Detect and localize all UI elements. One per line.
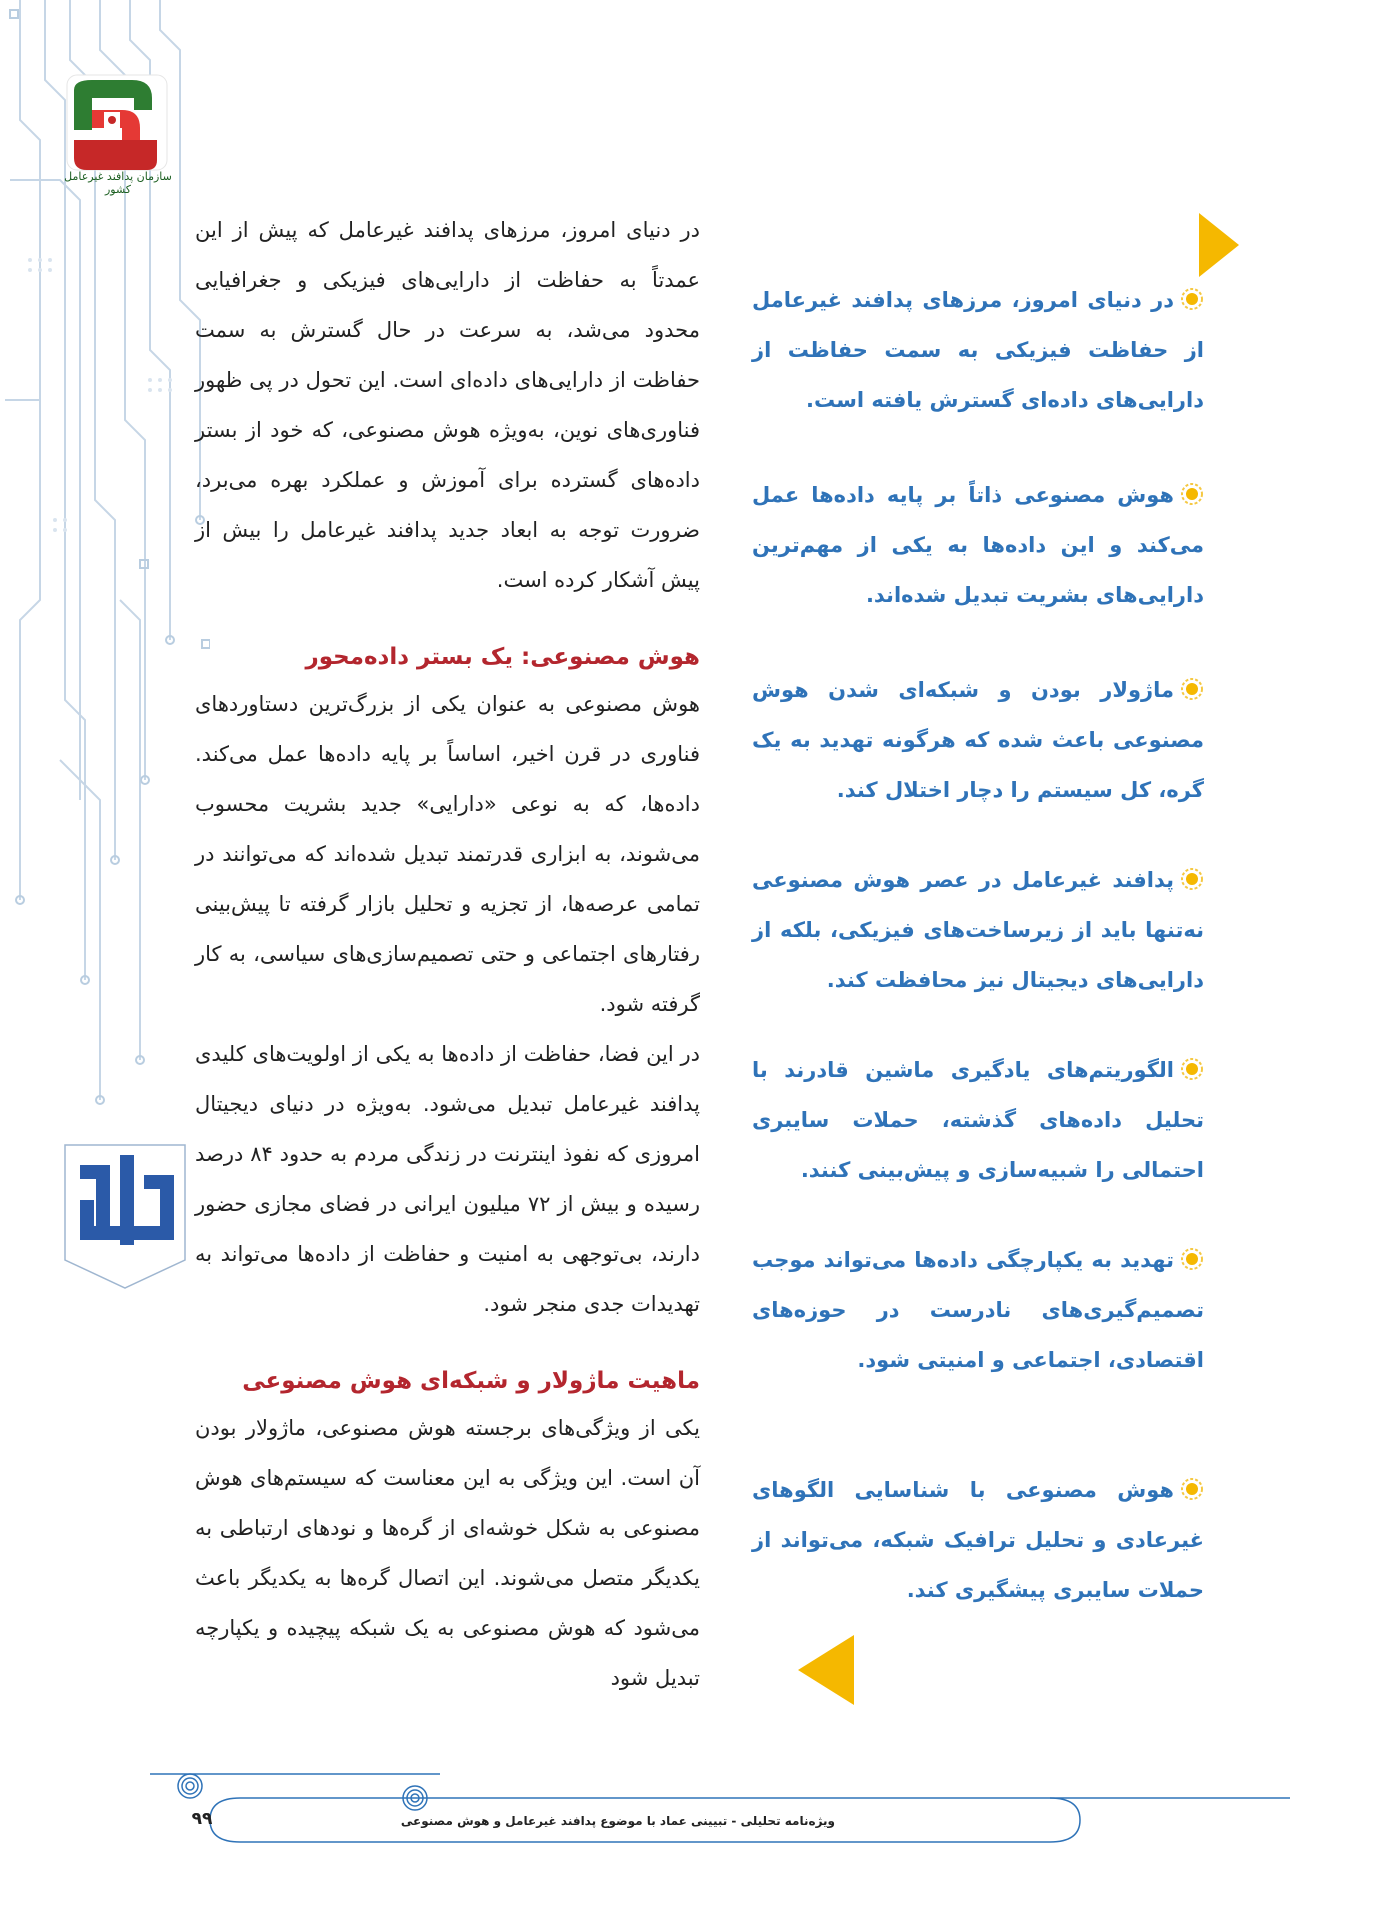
sun-bullet-icon [1180,482,1204,506]
sun-bullet-icon [1180,677,1204,701]
sun-bullet-icon [1180,1247,1204,1271]
highlight-text: ماژولار بودن و شبکه‌ای شدن هوش مصنوعی باعث شده که هرگونه تهدید به یک گره، کل سیستم را دچار اختلال کند. [752,678,1204,802]
main-article [195,205,700,1703]
sun-bullet-icon [1180,287,1204,311]
emad-logo [60,1140,190,1290]
section-heading-2: ماهیت ماژولار و شبکه‌ای هوش مصنوعی [242,1368,700,1394]
highlight-text: الگوریتم‌های یادگیری ماشین قادرند با تحلیل داده‌های گذشته، حملات سایبری احتمالی را شبیه‌سازی و پیش‌بینی کنند. [752,1058,1204,1182]
triangle-marker-bottom [798,1635,854,1705]
circuit-decoration [0,0,210,1929]
highlight-item [752,470,1204,620]
section-2-paragraph: یکی از ویژگی‌های برجسته هوش مصنوعی، ماژولار بودن آن است. این ویژگی به این معناست که سیستم‌های هوش مصنوعی به شکل خوشه‌ای از گره‌ها و نودهای ارتباطی به یکدیگر متصل می‌شوند. این اتصال گره‌ها به یکدیگر باعث می‌شود که هوش مصنوعی به یک شبکه پیچیده و یکپارچه تبدیل شود [195,1416,700,1690]
logo-caption: سازمان پدافند غیرعامل کشور [64,170,172,196]
highlight-item [752,275,1204,425]
section-1-paragraph: هوش مصنوعی به عنوان یکی از بزرگ‌ترین دستاوردهای فناوری در قرن اخیر، اساساً بر پایه داده‌ها عمل می‌کند. داده‌ها، که به نوعی «دارایی» جدید بشریت محسوب می‌شوند، به ابزاری قدرتمند تبدیل شده‌اند که می‌توانند در تمامی عرصه‌ها، از تجزیه و تحلیل بازار گرفته تا پیش‌بینی رفتارهای اجتماعی و حتی تصمیم‌سازی‌های سیاسی، به کار گرفته شود. [195,692,700,1016]
highlight-item [752,1465,1204,1615]
highlight-text: پدافند غیرعامل در عصر هوش مصنوعی نه‌تنها باید از زیرساخت‌های فیزیکی، بلکه از دارایی‌های دیجیتال نیز محافظت کند. [752,868,1204,992]
triangle-marker-top [1199,213,1239,277]
highlight-text: هوش مصنوعی ذاتاً بر پایه داده‌ها عمل می‌کند و این داده‌ها به یکی از مهم‌ترین دارایی‌های بشریت تبدیل شده‌اند. [752,483,1204,607]
highlight-item [752,855,1204,1005]
footer-title: ویژه‌نامه تحلیلی - تبیینی عماد با موضوع پدافند غیرعامل و هوش مصنوعی [400,1814,835,1828]
highlight-text: هوش مصنوعی با شناسایی الگوهای غیرعادی و تحلیل ترافیک شبکه، می‌تواند از حملات سایبری پیشگیری کند. [752,1478,1204,1602]
sun-bullet-icon [1180,867,1204,891]
section-1-paragraph-2: در این فضا، حفاظت از داده‌ها به یکی از اولویت‌های کلیدی پدافند غیرعامل تبدیل می‌شود. به‌ویژه در دنیای دیجیتال امروزی که نفوذ اینترنت در زندگی مردم به حدود ۸۴ درصد رسیده و بیش از ۷۲ میلیون ایرانی در فضای مجازی حضور دارند، بی‌توجهی به امنیت و حفاظت از داده‌ها می‌تواند به تهدیدات جدی منجر شود. [195,1042,701,1316]
page-number: ۹۹ [191,1809,213,1829]
highlight-item [752,1235,1204,1385]
highlight-item [752,1045,1204,1195]
highlight-text: تهدید به یکپارچگی داده‌ها می‌تواند موجب تصمیم‌گیری‌های نادرست در حوزه‌های اقتصادی، اجتماعی و امنیتی شود. [752,1248,1204,1372]
sun-bullet-icon [1180,1057,1204,1081]
sun-bullet-icon [1180,1477,1204,1501]
footer-decoration [150,1768,1300,1848]
section-heading-1: هوش مصنوعی: یک بستر داده‌محور [305,644,700,670]
intro-paragraph: در دنیای امروز، مرزهای پدافند غیرعامل که پیش از این عمدتاً به حفاظت از دارایی‌های فیزیکی و جغرافیایی محدود می‌شد، به سرعت در حال گسترش به سمت حفاظت از دارایی‌های داده‌ای است. این تحول در پی ظهور فناوری‌های نوین، به‌ویژه هوش مصنوعی، که خود از بستر داده‌های گسترده برای آموزش و عملکرد بهره می‌برد، ضرورت توجه به ابعاد جدید پدافند غیرعامل را بیش از پیش آشکار کرده است. [195,218,700,592]
highlight-text: در دنیای امروز، مرزهای پدافند غیرعامل از حفاظت فیزیکی به سمت حفاظت از دارایی‌های داده‌ای گسترش یافته است. [752,288,1204,412]
highlight-item [752,665,1204,815]
